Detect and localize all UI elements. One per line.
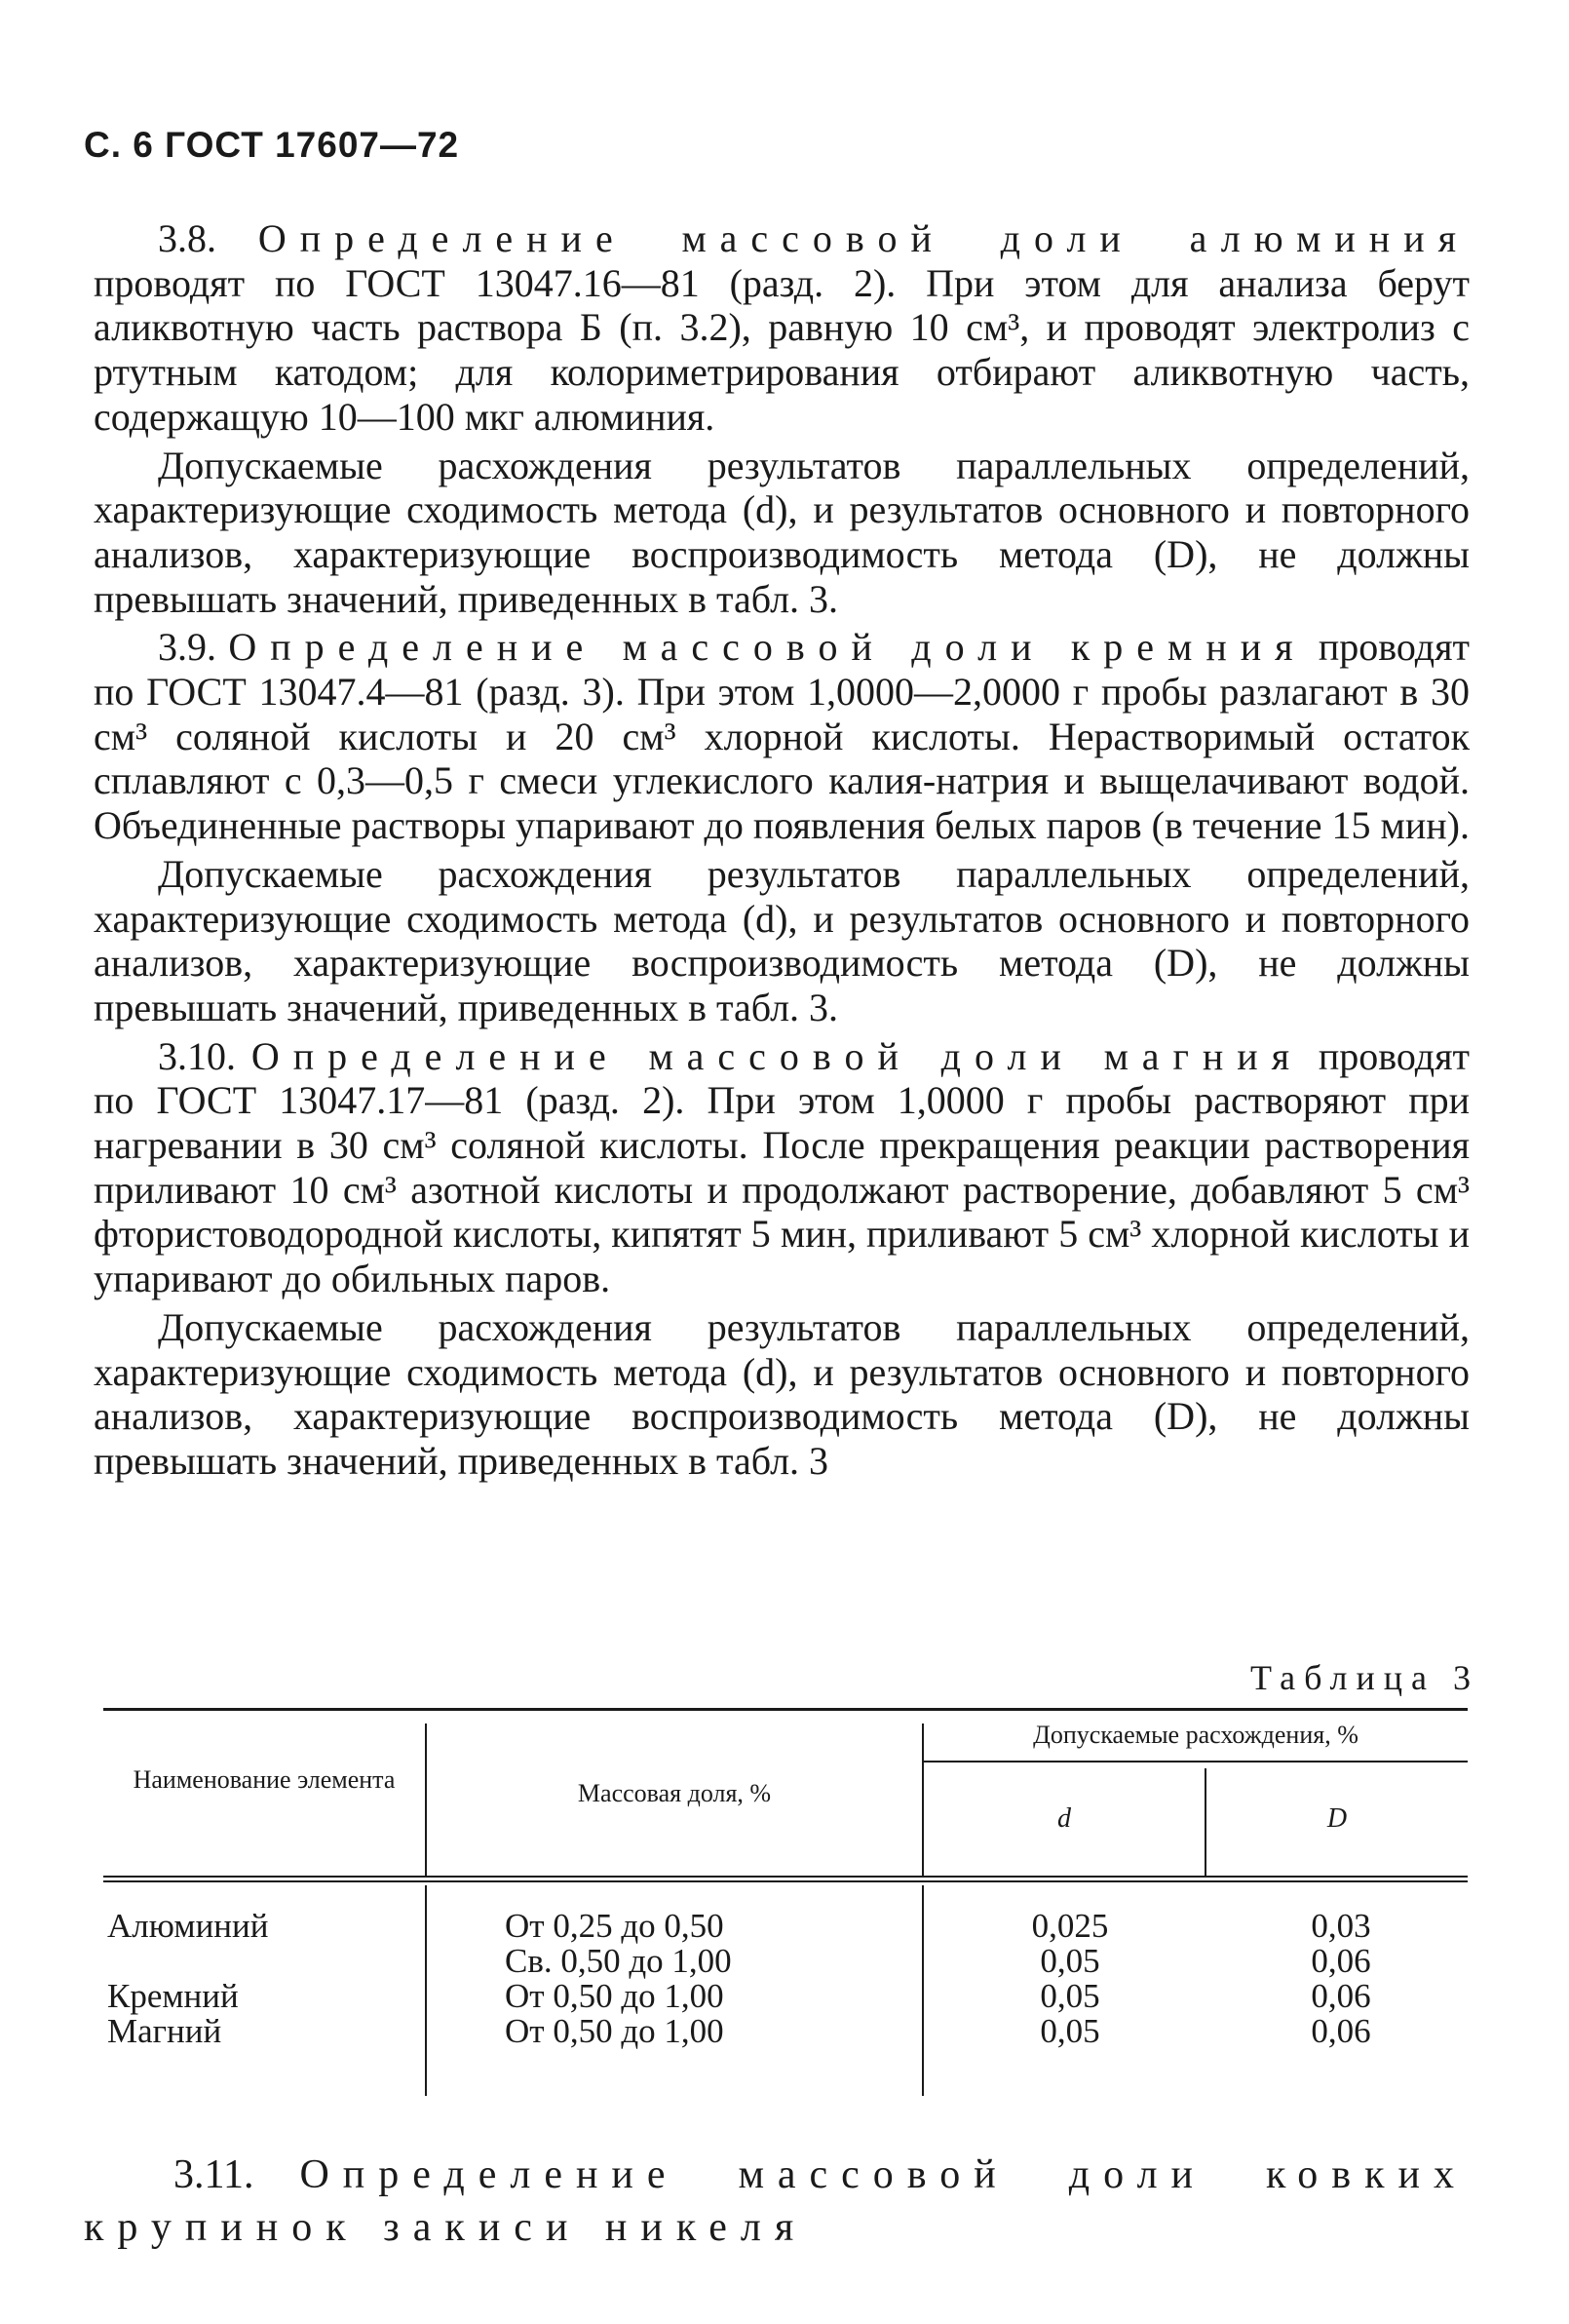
row-3-fraction: От 0,50 до 1,00 [505, 1977, 724, 2015]
page-header: С. 6 ГОСТ 17607—72 [84, 125, 460, 165]
row-1-d: 0,025 [1031, 1907, 1109, 1945]
section-3-8-number: 3.8. [158, 216, 216, 260]
section-3-11 [84, 2149, 1468, 2254]
header-element: Наименование элемента [133, 1765, 396, 1794]
section-3-10-paragraph [94, 1034, 1470, 1301]
table-vrule-1-body [425, 1885, 427, 2096]
header-D: D [1326, 1803, 1348, 1834]
row-4-fraction: От 0,50 до 1,00 [505, 2012, 724, 2050]
row-2-D: 0,06 [1311, 1942, 1371, 1980]
row-4-element: Магний [107, 2012, 222, 2050]
row-1-fraction: От 0,25 до 0,50 [505, 1907, 724, 1945]
table-tolerance-subrule [922, 1761, 1468, 1762]
table-top-rule [103, 1708, 1468, 1711]
body-text [94, 216, 1470, 1484]
row-3-D: 0,06 [1311, 1977, 1371, 2015]
table-caption: Таблица 3 [1250, 1658, 1479, 1697]
section-3-10-title: Определение массовой доли магния [250, 1033, 1304, 1078]
header-tolerances: Допускаемые расхождения, % [1033, 1721, 1359, 1749]
section-3-10-text: проводят по ГОСТ 13047.17—81 (разд. 2). При этом 1,0000 г пробы растворяют при нагревании в 30 см³ соляной кислоты. После прекращения реакции растворения приливают 10 см³ азотной кислоты и продолжают растворение, добавляют 5 см³ фтористоводородной кислоты, кипятят 5 мин, приливают 5 см³ хлорной кислоты и упаривают до обильных паров. [94, 1033, 1470, 1301]
table-header-rule-1 [103, 1876, 1468, 1878]
row-1-D: 0,03 [1311, 1907, 1371, 1945]
section-3-11-number: 3.11. [173, 2152, 254, 2197]
section-3-9-text: проводят по ГОСТ 13047.4—81 (разд. 3). При этом 1,0000—2,0000 г пробы разлагают в 30 см³ соляной кислоты и 20 см³ хлорной кислоты. Нерастворимый остаток сплавляют с 0,3—0,5 г смеси углекислого калия-натрия и выщелачивают водой. Объединенные растворы упаривают до появления белых паров (в течение 15 мин). [94, 625, 1470, 848]
row-2-fraction: Св. 0,50 до 1,00 [505, 1942, 732, 1980]
header-d: d [1057, 1803, 1071, 1834]
section-3-9-title: Определение массовой доли кремния [228, 625, 1307, 670]
section-3-10-number: 3.10. [158, 1033, 236, 1078]
section-3-11-heading [84, 2149, 1468, 2254]
section-3-9-number: 3.9. [158, 625, 216, 670]
row-4-D: 0,06 [1311, 2012, 1371, 2050]
section-3-8-tolerance: Допускаемые расхождения результатов параллельных определений, характеризующие сходимость метода (d), и результатов основного и повторного анализов, характеризующие воспроизводимость метода (D), не должны превышать значений, приведенных в табл. 3. [94, 443, 1470, 621]
table-3 [103, 1708, 1468, 2110]
table-vrule-2-body [922, 1885, 924, 2096]
row-3-element: Кремний [107, 1977, 239, 2015]
row-2-d: 0,05 [1040, 1942, 1100, 1980]
section-3-8-text: проводят по ГОСТ 13047.16—81 (разд. 2). При этом для анализа берут аликвотную часть раствора Б (п. 3.2), равную 10 см³, и проводят электролиз с ртутным катодом; для колориметрирования отбирают аликвотную часть, содержащую 10—100 мкг алюминия. [94, 260, 1470, 439]
section-3-11-title: Определение массовой доли ковких крупинок закиси никеля [84, 2152, 1469, 2250]
section-3-8-paragraph [94, 216, 1470, 440]
section-3-9-tolerance: Допускаемые расхождения результатов параллельных определений, характеризующие сходимость метода (d), и результатов основного и повторного анализов, характеризующие воспроизводимость метода (D), не должны превышать значений, приведенных в табл. 3. [94, 851, 1470, 1029]
row-4-d: 0,05 [1040, 2012, 1100, 2050]
section-3-9-paragraph [94, 625, 1470, 848]
row-3-d: 0,05 [1040, 1977, 1100, 2015]
header-mass-fraction: Массовая доля, % [577, 1779, 772, 1807]
section-3-10-tolerance: Допускаемые расхождения результатов параллельных определений, характеризующие сходимость метода (d), и результатов основного и повторного анализов, характеризующие воспроизводимость метода (D), не должны превышать значений, приведенных в табл. 3 [94, 1304, 1470, 1483]
table-header-rule-2 [103, 1880, 1468, 1882]
row-1-element: Алюминий [107, 1907, 269, 1945]
section-3-8-title: Определение массовой доли алюминия [257, 216, 1470, 260]
